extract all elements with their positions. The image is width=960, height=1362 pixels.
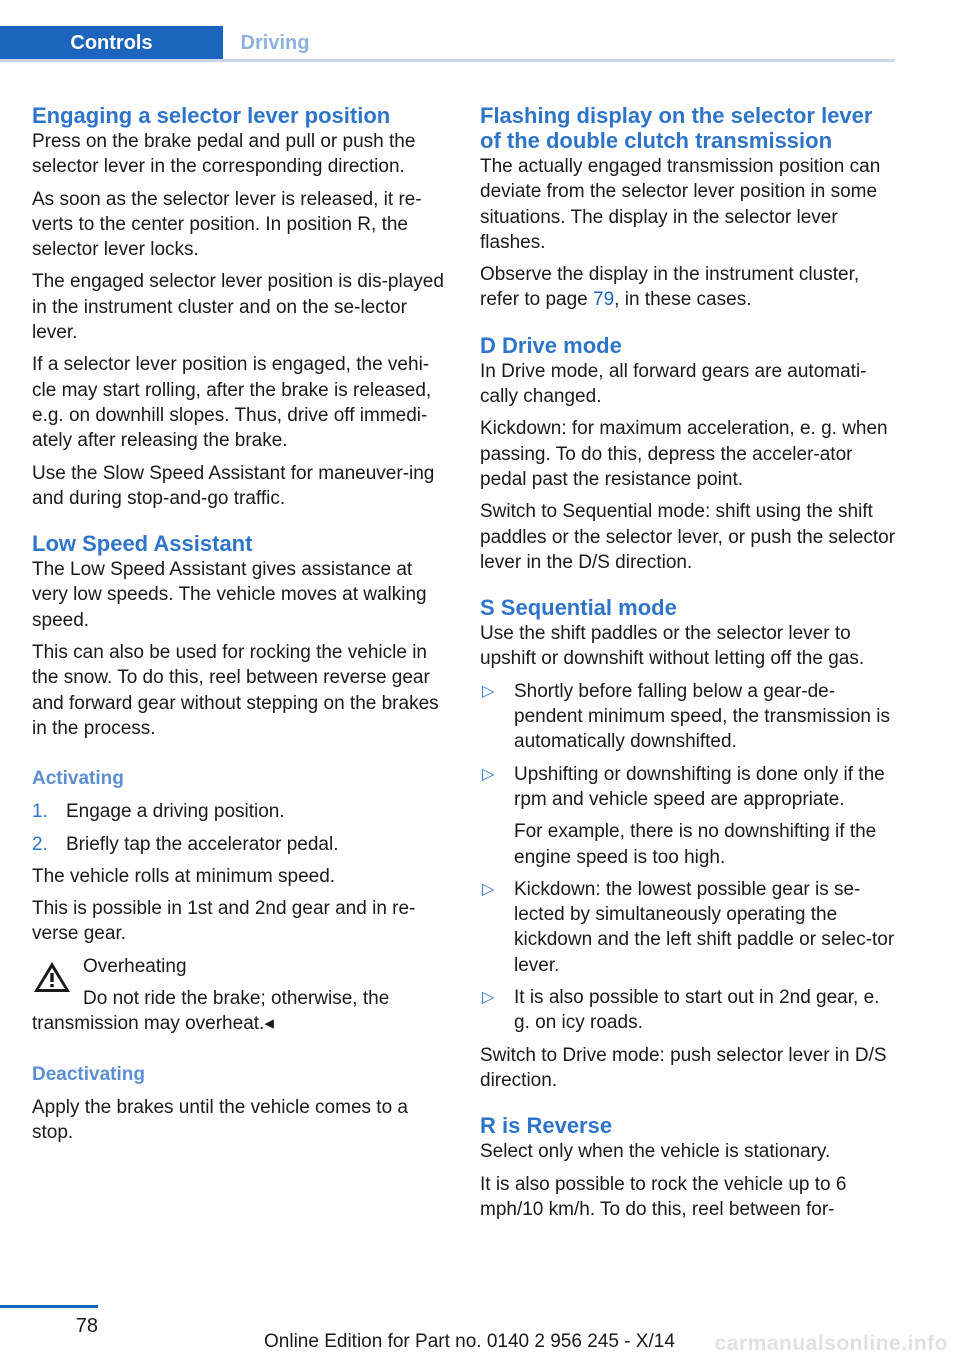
warning-text-line2: transmission may overheat.◂ [32, 1013, 274, 1035]
step-number: 1. [32, 801, 48, 823]
paragraph: As soon as the selector lever is released, it re-verts to the center position. In position R, the selector lever locks. [32, 188, 422, 261]
bullet-extra-text: For example, there is no downshifting if the engine speed is too high. [514, 821, 877, 868]
list-item [480, 877, 898, 978]
step-number: 2. [32, 833, 48, 855]
paragraph: Press on the brake pedal and pull or push the selector lever in the corresponding direction. [32, 131, 416, 178]
bullet-text: It is also possible to start out in 2nd gear, e. g. on icy roads. [514, 987, 880, 1034]
sequential-bullets [480, 679, 898, 1036]
paragraph: Use the shift paddles or the selector lever to upshift or downshift without letting off the gas. [480, 623, 865, 670]
page-link[interactable]: 79 [593, 289, 615, 311]
heading-reverse: R is Reverse [480, 1113, 613, 1139]
page-number: 78 [75, 1315, 98, 1337]
watermark-text: carmanualsonline.info [714, 1332, 948, 1355]
triangle-bullet-icon: ▷ [482, 682, 495, 700]
paragraph: This can also be used for rocking the vehicle in the snow. To do this, reel between reverse gear and forward gear without stepping on the brakes in the process. [32, 642, 439, 739]
warning-triangle-icon [32, 959, 72, 995]
heading-low-speed-assistant: Low Speed Assistant [32, 531, 253, 557]
step-text: Briefly tap the accelerator pedal. [66, 833, 339, 855]
list-item [480, 985, 898, 1036]
tab-driving[interactable]: Driving [240, 32, 310, 54]
bullet-text: Upshifting or downshifting is done only if the rpm and vehicle speed are appropriate. [514, 763, 885, 810]
bullet-text: Kickdown: the lowest possible gear is se-lected by simultaneously operating the kickdown and the left shift paddle or selec-tor lever. [514, 878, 895, 976]
right-column [480, 103, 898, 1229]
bullet-text: Shortly before falling below a gear-de-pendent minimum speed, the transmission is automatically downshifted. [514, 680, 890, 753]
heading-sequential-mode: S Sequential mode [480, 595, 677, 621]
paragraph: If a selector lever position is engaged, the vehi-cle may start rolling, after the brake is released, e.g. on downhill slopes. Thus, drive off immedi-ately after releasing the brake. [32, 354, 432, 452]
paragraph: Apply the brakes until the vehicle comes to a stop. [32, 1096, 408, 1143]
paragraph: The Low Speed Assistant gives assistance at very low speeds. The vehicle moves at walking speed. [32, 559, 427, 631]
triangle-bullet-icon: ▷ [482, 765, 495, 783]
header-tabs [0, 26, 895, 62]
heading-flashing-display: Flashing display on the selector lever of the double clutch transmission [480, 103, 873, 153]
paragraph: Select only when the vehicle is stationary. [480, 1141, 831, 1163]
triangle-bullet-icon: ▷ [482, 989, 495, 1007]
paragraph: Kickdown: for maximum acceleration, e. g. when passing. To do this, depress the acceler-ator pedal past the resistance point. [480, 418, 888, 490]
tab-controls[interactable]: Controls [0, 26, 223, 60]
step-text: Engage a driving position. [66, 801, 285, 823]
warning-text-line1: Do not ride the brake; otherwise, the [83, 988, 390, 1010]
activating-steps [32, 799, 450, 857]
paragraph: Use the Slow Speed Assistant for maneuver-ing and during stop-and-go traffic. [32, 462, 435, 509]
left-column [32, 103, 450, 1152]
edition-text: Online Edition for Part no. 0140 2 956 245 - X/14 [264, 1331, 675, 1352]
list-item [32, 799, 450, 824]
heading-engaging-selector: Engaging a selector lever position [32, 103, 391, 128]
paragraph: The actually engaged transmission position can deviate from the selector lever position in some situations. The display in the selector lever flashes. [480, 156, 881, 253]
list-item [480, 679, 898, 755]
paragraph: It is also possible to rock the vehicle up to 6 mph/10 km/h. To do this, reel between for- [480, 1173, 847, 1220]
header-rule [0, 59, 895, 62]
warning-box [32, 954, 450, 1037]
paragraph: This is possible in 1st and 2nd gear and in re-verse gear. [32, 898, 416, 945]
paragraph: Switch to Drive mode: push selector lever in D/S direction. [480, 1044, 887, 1091]
warning-title: Overheating [83, 955, 187, 977]
heading-deactivating: Deactivating [32, 1063, 145, 1085]
paragraph: The engaged selector lever position is dis-played in the instrument cluster and on the se-lector lever. [32, 271, 444, 344]
list-item [32, 832, 450, 857]
heading-drive-mode: D Drive mode [480, 332, 622, 358]
heading-activating: Activating [32, 768, 124, 790]
paragraph: The vehicle rolls at minimum speed. [32, 865, 336, 887]
footer-rule [0, 1305, 98, 1308]
text: , in these cases. [614, 289, 752, 311]
paragraph: Switch to Sequential mode: shift using the shift paddles or the selector lever, or push the selector lever in the D/S direction. [480, 501, 896, 573]
triangle-bullet-icon: ▷ [482, 880, 495, 898]
list-item [480, 762, 898, 870]
text: Observe the display in the instrument cluster, refer to page [480, 264, 860, 311]
paragraph: In Drive mode, all forward gears are automati-cally changed. [480, 360, 867, 408]
paragraph [480, 262, 898, 313]
